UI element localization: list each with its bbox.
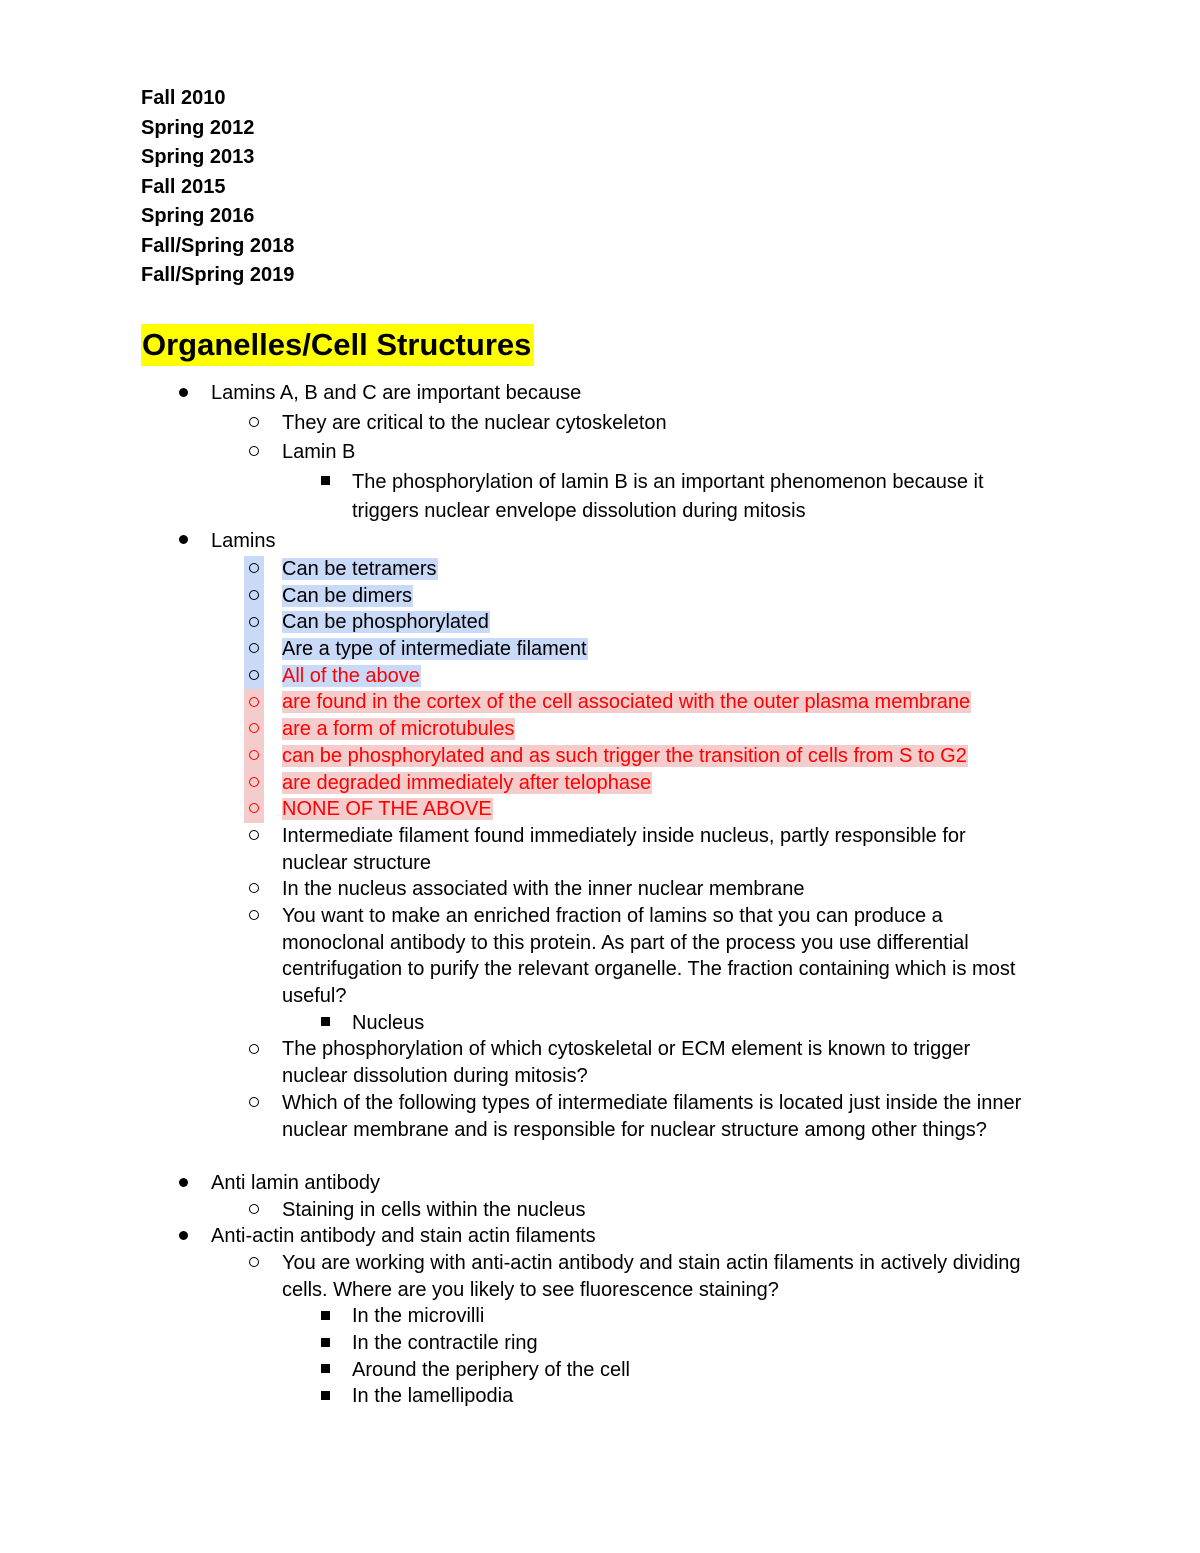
- list-item-text: Lamins: [211, 529, 276, 552]
- list-item: [0, 527, 1200, 557]
- bullet-circle-icon: [244, 663, 264, 690]
- section-heading-wrap: [141, 324, 534, 366]
- list-item-text: The phosphorylation of which cytoskeletal or ECM element is known to trigger nuclear dissolution during mitosis?: [282, 1038, 971, 1088]
- list-item: [0, 1303, 1200, 1330]
- list-item: [0, 1250, 1200, 1303]
- bullet-square-icon: [315, 1303, 335, 1330]
- list-item: [0, 1223, 1200, 1250]
- list-item: [0, 1090, 1200, 1170]
- bullet-dot-icon: [173, 1170, 193, 1197]
- list-item: [0, 743, 1200, 770]
- bullet-circle-icon: [244, 1090, 264, 1117]
- list-item: [0, 438, 1200, 468]
- list-item-text: can be phosphorylated and as such trigger the transition of cells from S to G2: [282, 744, 967, 767]
- list-item: [0, 1170, 1200, 1197]
- bullet-dot-icon: [173, 379, 193, 409]
- term-list: [141, 84, 294, 291]
- list-item: [0, 796, 1200, 823]
- bullet-square-icon: [315, 1010, 335, 1037]
- bullet-circle-icon: [244, 636, 264, 663]
- list-item-text: Intermediate filament found immediately inside nucleus, partly responsible for nuclear structure: [282, 824, 966, 874]
- bullet-circle-icon: [244, 876, 264, 903]
- bullet-circle-icon: [244, 556, 264, 583]
- list-item-text: Can be tetramers: [282, 558, 437, 580]
- list-item-text: are degraded immediately after telophase: [282, 771, 652, 794]
- bullet-dot-icon: [173, 1223, 193, 1250]
- list-item-text: Can be dimers: [282, 584, 413, 607]
- list-item: [0, 823, 1200, 876]
- bullet-circle-icon: [244, 1250, 264, 1277]
- term-spring-2016: Spring 2016: [141, 205, 255, 227]
- list-item: [0, 468, 1200, 527]
- notes-list: [0, 379, 1200, 1410]
- bullet-dot-icon: [173, 527, 193, 557]
- list-item-text: Which of the following types of intermediate filaments is located just inside the inner nuclear membrane and is responsible for nuclear structure among other things?: [282, 1091, 1022, 1141]
- bullet-square-icon: [315, 1330, 335, 1357]
- list-item-text: NONE OF THE ABOVE: [282, 798, 492, 821]
- term-fall-2015: Fall 2015: [141, 175, 226, 198]
- list-item-text: Staining in cells within the nucleus: [282, 1198, 586, 1221]
- term-spring-2013: Spring 2013: [141, 146, 255, 168]
- list-item-text: Anti-actin antibody and stain actin filaments: [211, 1225, 596, 1248]
- list-item: [0, 583, 1200, 610]
- bullet-circle-icon: [244, 743, 264, 770]
- list-item-text: In the contractile ring: [352, 1332, 538, 1355]
- list-item: [0, 1010, 1200, 1037]
- section-heading: Organelles/Cell Structures: [141, 324, 534, 366]
- bullet-square-icon: [315, 1357, 335, 1384]
- bullet-circle-icon: [244, 438, 264, 468]
- bullet-circle-icon: [244, 796, 264, 823]
- bullet-circle-icon: [244, 823, 264, 850]
- list-item-text: The phosphorylation of lamin B is an important phenomenon because it triggers nuclear envelope dissolution during mitosis: [352, 470, 984, 522]
- list-item-text: Around the periphery of the cell: [352, 1358, 630, 1381]
- list-item-text: You want to make an enriched fraction of lamins so that you can produce a monoclonal antibody to this protein. As part of the process you use differential centrifugation to purify the relevant organelle. The fraction containing which is most useful?: [282, 904, 1016, 1008]
- bullet-circle-icon: [244, 409, 264, 439]
- list-item-text: Lamins A, B and C are important because: [211, 382, 582, 404]
- list-item: [0, 663, 1200, 690]
- term-spring-2012: Spring 2012: [141, 116, 255, 139]
- list-item: [0, 1036, 1200, 1089]
- bullet-circle-icon: [244, 1197, 264, 1224]
- list-item: [0, 1383, 1200, 1410]
- term-fall-2010: Fall 2010: [141, 87, 226, 109]
- bullet-square-icon: [315, 468, 335, 498]
- list-item-text: All of the above: [282, 664, 420, 687]
- bullet-circle-icon: [244, 1036, 264, 1063]
- list-item: [0, 556, 1200, 583]
- list-item: [0, 379, 1200, 409]
- list-item-text: They are critical to the nuclear cytoskeleton: [282, 411, 667, 434]
- list-item-text: Are a type of intermediate filament: [282, 638, 587, 661]
- bullet-circle-icon: [244, 903, 264, 930]
- term-fall-spring-2018: Fall/Spring 2018: [141, 234, 295, 257]
- list-item: [0, 689, 1200, 716]
- bullet-circle-icon: [244, 716, 264, 743]
- list-item-text: You are working with anti-actin antibody and stain actin filaments in actively dividing cells. Where are you likely to see fluorescence staining?: [282, 1251, 1021, 1301]
- list-item: [0, 770, 1200, 797]
- list-item: [0, 609, 1200, 636]
- list-item: [0, 1197, 1200, 1224]
- list-item: [0, 409, 1200, 439]
- bullet-circle-icon: [244, 609, 264, 636]
- list-item-text: In the nucleus associated with the inner nuclear membrane: [282, 878, 805, 901]
- list-item: [0, 1357, 1200, 1384]
- term-fall-spring-2019: Fall/Spring 2019: [141, 264, 295, 286]
- list-item: [0, 903, 1200, 1010]
- list-item: [0, 876, 1200, 903]
- list-item-text: Nucleus: [352, 1011, 425, 1034]
- list-item-text: are a form of microtubules: [282, 718, 515, 741]
- list-item-text: Can be phosphorylated: [282, 611, 489, 634]
- list-item: [0, 716, 1200, 743]
- bullet-circle-icon: [244, 770, 264, 797]
- list-item-text: Anti lamin antibody: [211, 1171, 380, 1194]
- list-item: [0, 1330, 1200, 1357]
- list-item-text: Lamin B: [282, 441, 356, 463]
- bullet-circle-icon: [244, 583, 264, 610]
- list-item-text: In the microvilli: [352, 1305, 485, 1328]
- bullet-square-icon: [315, 1383, 335, 1410]
- list-item-text: In the lamellipodia: [352, 1385, 514, 1408]
- bullet-circle-icon: [244, 689, 264, 716]
- list-item-text: are found in the cortex of the cell associated with the outer plasma membrane: [282, 691, 971, 714]
- list-item: [0, 636, 1200, 663]
